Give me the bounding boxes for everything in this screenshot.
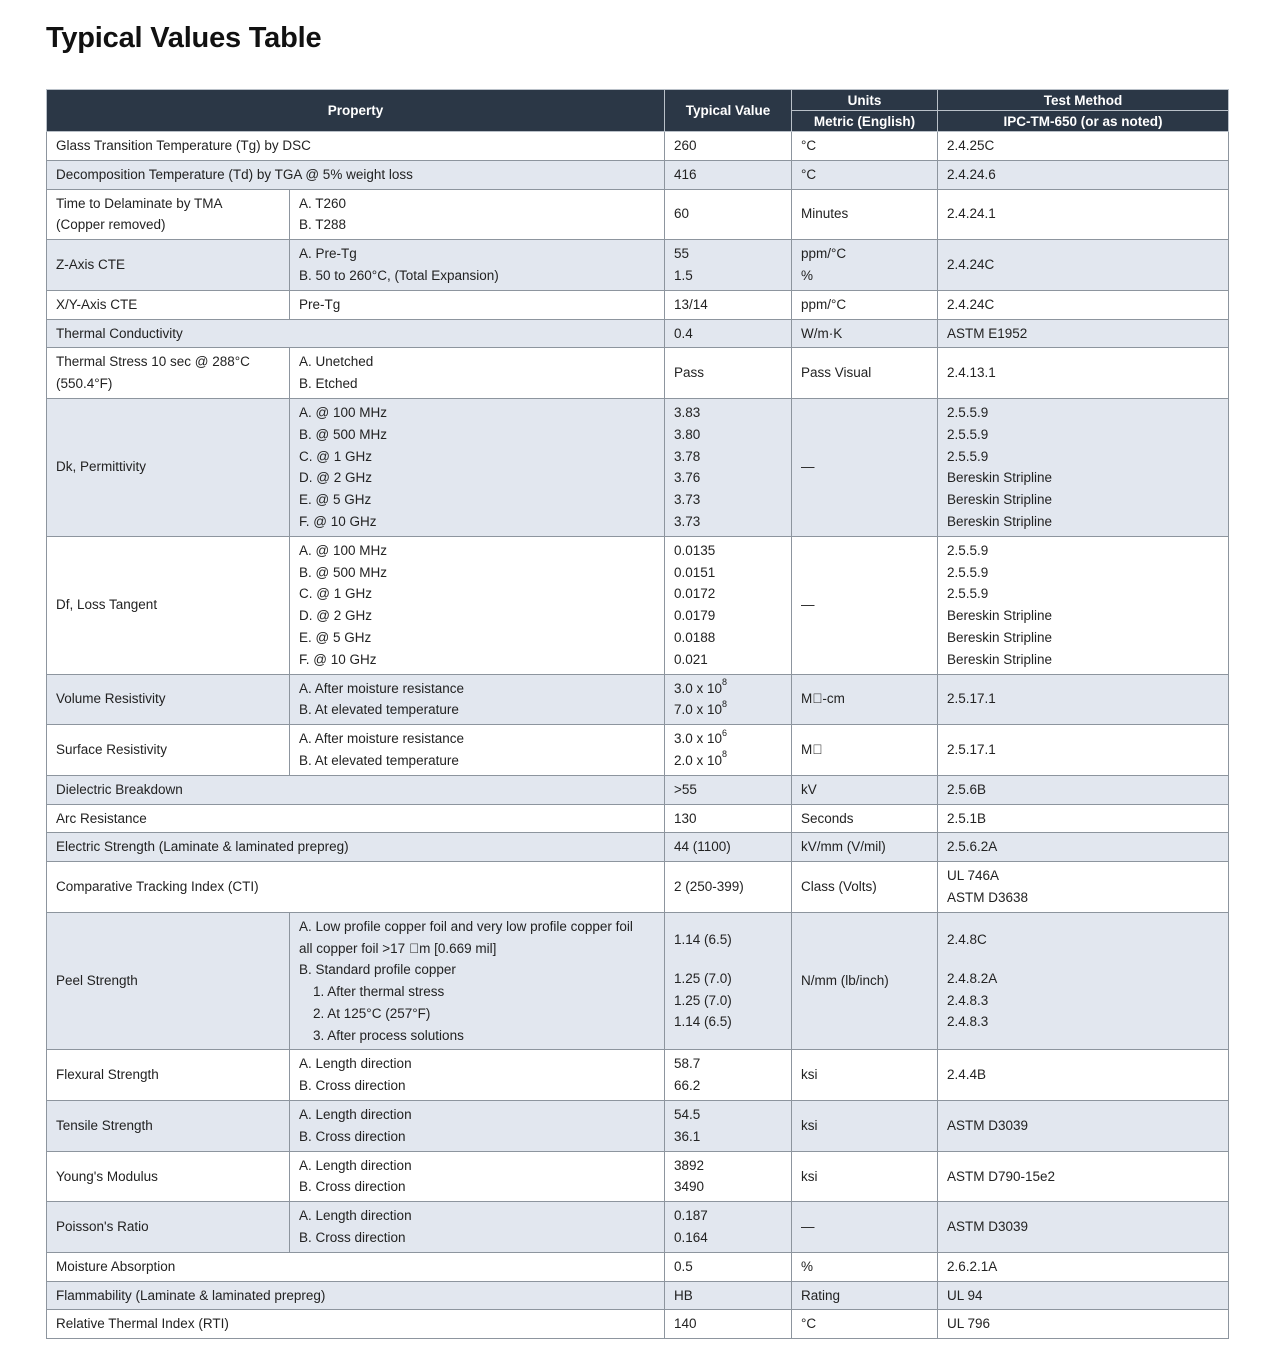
property-cell: Z-Axis CTE bbox=[47, 240, 290, 291]
property-cell bbox=[47, 348, 290, 399]
unit-cell: ppm/°C bbox=[792, 290, 938, 319]
property-cell: Poisson's Ratio bbox=[47, 1202, 290, 1253]
method-cell: 2.5.6.2A bbox=[938, 833, 1229, 862]
method-cell bbox=[938, 912, 1229, 1050]
method-cell: ASTM E1952 bbox=[938, 319, 1229, 348]
condition-line: B. Standard profile copper bbox=[299, 962, 456, 978]
table-row bbox=[47, 725, 1229, 776]
value-line bbox=[674, 699, 782, 721]
method-cell bbox=[938, 862, 1229, 913]
property-cell: Df, Loss Tangent bbox=[47, 536, 290, 674]
value-line: 3892 bbox=[674, 1157, 705, 1173]
value-line: 3.78 bbox=[674, 448, 701, 464]
property-line: (Copper removed) bbox=[56, 217, 166, 233]
method-line: Bereskin Stripline bbox=[947, 651, 1053, 667]
page-title: Typical Values Table bbox=[46, 22, 322, 54]
condition-cell bbox=[290, 1151, 665, 1202]
method-line: 2.5.5.9 bbox=[947, 426, 989, 442]
condition-line: 1. After thermal stress bbox=[313, 984, 445, 1000]
property-line: Time to Delaminate by TMA bbox=[56, 195, 223, 211]
header-test-method-sub: IPC-TM-650 (or as noted) bbox=[938, 111, 1229, 132]
condition-cell bbox=[290, 1101, 665, 1152]
value-line: 1.25 (7.0) bbox=[674, 992, 732, 1008]
condition-line: B. Cross direction bbox=[299, 1230, 406, 1246]
table-row bbox=[47, 1050, 1229, 1101]
property-cell: Relative Thermal Index (RTI) bbox=[47, 1310, 665, 1339]
table-row bbox=[47, 862, 1229, 913]
condition-line: 3. After process solutions bbox=[313, 1027, 464, 1043]
value-cell: 416 bbox=[665, 160, 792, 189]
table-row bbox=[47, 1151, 1229, 1202]
table-row bbox=[47, 833, 1229, 862]
condition-cell: Pre-Tg bbox=[290, 290, 665, 319]
unit-line: % bbox=[801, 267, 814, 283]
value-base: 3.0 x 10 bbox=[674, 680, 723, 696]
method-cell: ASTM D3039 bbox=[938, 1202, 1229, 1253]
value-cell: 0.4 bbox=[665, 319, 792, 348]
unit-cell: — bbox=[792, 536, 938, 674]
method-line: Bereskin Stripline bbox=[947, 492, 1053, 508]
unit-cell: Pass Visual bbox=[792, 348, 938, 399]
unit-cell: N/mm (lb/inch) bbox=[792, 912, 938, 1050]
condition-line: A. Length direction bbox=[299, 1107, 412, 1123]
value-cell bbox=[665, 912, 792, 1050]
value-line: 1.14 (6.5) bbox=[674, 932, 732, 947]
condition-cell bbox=[290, 189, 665, 240]
condition-line: B. At elevated temperature bbox=[299, 752, 459, 768]
unit-cell bbox=[792, 240, 938, 291]
value-cell: 130 bbox=[665, 804, 792, 833]
value-line: 0.0172 bbox=[674, 586, 716, 602]
value-line: 66.2 bbox=[674, 1078, 701, 1094]
property-cell: Volume Resistivity bbox=[47, 674, 290, 725]
method-cell: 2.5.17.1 bbox=[938, 725, 1229, 776]
value-line: 0.0151 bbox=[674, 564, 716, 580]
value-line: 3.73 bbox=[674, 492, 701, 508]
condition-cell bbox=[290, 912, 665, 1050]
unit-cell: kV/mm (V/mil) bbox=[792, 833, 938, 862]
value-base: 2.0 x 10 bbox=[674, 752, 723, 768]
header-typical-value: Typical Value bbox=[665, 90, 792, 132]
condition-line: E. @ 5 GHz bbox=[299, 629, 372, 645]
value-cell bbox=[665, 1101, 792, 1152]
value-line: 0.0179 bbox=[674, 608, 716, 624]
property-line: (550.4°F) bbox=[56, 376, 113, 392]
condition-line: 2. At 125°C (257°F) bbox=[313, 1005, 431, 1021]
method-cell bbox=[938, 398, 1229, 536]
value-line: 0.021 bbox=[674, 651, 708, 667]
unit-cell: °C bbox=[792, 160, 938, 189]
condition-line: C. @ 1 GHz bbox=[299, 586, 372, 602]
method-line: Bereskin Stripline bbox=[947, 470, 1053, 486]
value-line: 55 bbox=[674, 246, 690, 262]
property-cell: Thermal Conductivity bbox=[47, 319, 665, 348]
condition-cell bbox=[290, 1202, 665, 1253]
table-row bbox=[47, 804, 1229, 833]
property-cell: Dk, Permittivity bbox=[47, 398, 290, 536]
condition-line: A. @ 100 MHz bbox=[299, 542, 387, 558]
value-line: 0.0135 bbox=[674, 542, 716, 558]
condition-line: A. Length direction bbox=[299, 1157, 412, 1173]
condition-line: A. Pre-Tg bbox=[299, 246, 357, 262]
method-line: 2.5.5.9 bbox=[947, 586, 989, 602]
unit-cell: Seconds bbox=[792, 804, 938, 833]
condition-line: E. @ 5 GHz bbox=[299, 492, 372, 508]
method-line: 2.4.8.3 bbox=[947, 992, 989, 1008]
value-cell bbox=[665, 536, 792, 674]
method-cell: 2.5.1B bbox=[938, 804, 1229, 833]
condition-line: A. After moisture resistance bbox=[299, 731, 465, 747]
value-cell bbox=[665, 398, 792, 536]
value-line: 3.76 bbox=[674, 470, 701, 486]
method-cell: ASTM D3039 bbox=[938, 1101, 1229, 1152]
method-line: Bereskin Stripline bbox=[947, 608, 1053, 624]
value-line: 0.0188 bbox=[674, 629, 716, 645]
property-cell: Peel Strength bbox=[47, 912, 290, 1050]
value-cell bbox=[665, 674, 792, 725]
header-units: Units bbox=[792, 90, 938, 111]
table-row bbox=[47, 1281, 1229, 1310]
unit-cell: kV bbox=[792, 775, 938, 804]
method-line: 2.5.5.9 bbox=[947, 404, 989, 420]
property-cell bbox=[47, 189, 290, 240]
condition-line: B. At elevated temperature bbox=[299, 702, 459, 718]
method-line: 2.5.5.9 bbox=[947, 564, 989, 580]
property-cell: Tensile Strength bbox=[47, 1101, 290, 1152]
method-cell: UL 94 bbox=[938, 1281, 1229, 1310]
condition-cell bbox=[290, 398, 665, 536]
method-cell: 2.4.24C bbox=[938, 240, 1229, 291]
table-row bbox=[47, 160, 1229, 189]
method-line: 2.4.8.2A bbox=[947, 970, 998, 986]
unit-cell: Minutes bbox=[792, 189, 938, 240]
property-cell: Surface Resistivity bbox=[47, 725, 290, 776]
condition-line: B. 50 to 260°C, (Total Expansion) bbox=[299, 267, 499, 283]
value-cell bbox=[665, 1050, 792, 1101]
condition-line: B. Cross direction bbox=[299, 1179, 406, 1195]
condition-line: all copper foil >17  m [0.669 mil] bbox=[299, 940, 497, 956]
table-row bbox=[47, 132, 1229, 161]
value-line: 0.164 bbox=[674, 1230, 708, 1246]
condition-cell bbox=[290, 674, 665, 725]
value-cell: 260 bbox=[665, 132, 792, 161]
method-cell: 2.4.25C bbox=[938, 132, 1229, 161]
value-line: 3.80 bbox=[674, 426, 701, 442]
unit-cell: % bbox=[792, 1252, 938, 1281]
property-cell: Comparative Tracking Index (CTI) bbox=[47, 862, 665, 913]
condition-cell bbox=[290, 348, 665, 399]
method-cell: 2.5.17.1 bbox=[938, 674, 1229, 725]
condition-line: B. Cross direction bbox=[299, 1128, 406, 1144]
method-cell: 2.4.24.1 bbox=[938, 189, 1229, 240]
value-line: 1.5 bbox=[674, 267, 693, 283]
table-row bbox=[47, 775, 1229, 804]
table-row bbox=[47, 674, 1229, 725]
value-cell bbox=[665, 1151, 792, 1202]
condition-line: D. @ 2 GHz bbox=[299, 608, 372, 624]
property-cell: Arc Resistance bbox=[47, 804, 665, 833]
condition-line: C. @ 1 GHz bbox=[299, 448, 372, 464]
table-row bbox=[47, 1202, 1229, 1253]
value-exponent: 8 bbox=[722, 677, 728, 688]
method-cell: 2.4.24.6 bbox=[938, 160, 1229, 189]
value-cell: HB bbox=[665, 1281, 792, 1310]
value-exponent: 6 bbox=[722, 727, 728, 738]
method-cell: 2.6.2.1A bbox=[938, 1252, 1229, 1281]
unit-cell: M  bbox=[792, 725, 938, 776]
condition-cell bbox=[290, 536, 665, 674]
value-cell bbox=[665, 1202, 792, 1253]
property-cell: Dielectric Breakdown bbox=[47, 775, 665, 804]
value-line: 36.1 bbox=[674, 1128, 701, 1144]
table-row bbox=[47, 536, 1229, 674]
value-line: 1.14 (6.5) bbox=[674, 1014, 732, 1030]
table-row bbox=[47, 319, 1229, 348]
value-base: 7.0 x 10 bbox=[674, 702, 723, 718]
table-row bbox=[47, 348, 1229, 399]
unit-line: ppm/°C bbox=[801, 246, 847, 262]
value-line bbox=[674, 678, 782, 700]
method-line: UL 746A bbox=[947, 868, 1000, 884]
condition-cell bbox=[290, 240, 665, 291]
unit-cell: °C bbox=[792, 132, 938, 161]
property-cell: X/Y-Axis CTE bbox=[47, 290, 290, 319]
table-row bbox=[47, 1252, 1229, 1281]
condition-line: A. Unetched bbox=[299, 354, 374, 370]
unit-cell: °C bbox=[792, 1310, 938, 1339]
value-cell: 60 bbox=[665, 189, 792, 240]
value-cell: >55 bbox=[665, 775, 792, 804]
unit-cell: ksi bbox=[792, 1151, 938, 1202]
method-line: 2.5.5.9 bbox=[947, 542, 989, 558]
condition-line: A. T260 bbox=[299, 195, 347, 211]
value-line bbox=[674, 728, 782, 750]
condition-cell bbox=[290, 1050, 665, 1101]
method-cell: ASTM D790-15e2 bbox=[938, 1151, 1229, 1202]
value-cell bbox=[665, 240, 792, 291]
method-line: 2.4.8.3 bbox=[947, 1014, 989, 1030]
value-base: 3.0 x 10 bbox=[674, 731, 723, 747]
method-cell: UL 796 bbox=[938, 1310, 1229, 1339]
property-cell: Moisture Absorption bbox=[47, 1252, 665, 1281]
condition-line: A. Low profile copper foil and very low profile copper foil bbox=[299, 918, 633, 934]
property-cell: Electric Strength (Laminate & laminated prepreg) bbox=[47, 833, 665, 862]
condition-line: F. @ 10 GHz bbox=[299, 513, 377, 529]
method-line: ASTM D3638 bbox=[947, 889, 1029, 905]
property-cell: Young's Modulus bbox=[47, 1151, 290, 1202]
method-line: Bereskin Stripline bbox=[947, 513, 1053, 529]
value-line: 3.83 bbox=[674, 404, 701, 420]
unit-cell: ksi bbox=[792, 1101, 938, 1152]
value-line: 58.7 bbox=[674, 1056, 701, 1072]
table-row bbox=[47, 290, 1229, 319]
table-row bbox=[47, 398, 1229, 536]
method-cell: 2.4.13.1 bbox=[938, 348, 1229, 399]
table-row bbox=[47, 189, 1229, 240]
table-row bbox=[47, 1101, 1229, 1152]
condition-line: B. @ 500 MHz bbox=[299, 564, 387, 580]
condition-line: A. @ 100 MHz bbox=[299, 404, 387, 420]
condition-line: B. T288 bbox=[299, 217, 347, 233]
value-cell: 0.5 bbox=[665, 1252, 792, 1281]
unit-cell: — bbox=[792, 1202, 938, 1253]
method-line: Bereskin Stripline bbox=[947, 629, 1053, 645]
property-cell: Flexural Strength bbox=[47, 1050, 290, 1101]
value-cell: 13/14 bbox=[665, 290, 792, 319]
value-line: 3.73 bbox=[674, 513, 701, 529]
value-line: 54.5 bbox=[674, 1107, 701, 1123]
method-line: 2.4.8C bbox=[947, 932, 987, 947]
method-cell: 2.5.6B bbox=[938, 775, 1229, 804]
condition-line: A. After moisture resistance bbox=[299, 680, 465, 696]
header-units-sub: Metric (English) bbox=[792, 111, 938, 132]
value-line bbox=[674, 750, 782, 772]
property-line: Thermal Stress 10 sec @ 288°C bbox=[56, 354, 250, 370]
condition-line: D. @ 2 GHz bbox=[299, 470, 372, 486]
condition-line: B. @ 500 MHz bbox=[299, 426, 387, 442]
property-cell: Flammability (Laminate & laminated prepreg) bbox=[47, 1281, 665, 1310]
condition-cell bbox=[290, 725, 665, 776]
condition-line: B. Cross direction bbox=[299, 1078, 406, 1094]
method-cell: 2.4.4B bbox=[938, 1050, 1229, 1101]
value-cell: 140 bbox=[665, 1310, 792, 1339]
unit-cell: — bbox=[792, 398, 938, 536]
method-cell bbox=[938, 536, 1229, 674]
unit-cell: ksi bbox=[792, 1050, 938, 1101]
unit-cell: Rating bbox=[792, 1281, 938, 1310]
table-header bbox=[47, 90, 1229, 132]
value-exponent: 8 bbox=[722, 698, 728, 709]
value-cell: Pass bbox=[665, 348, 792, 399]
unit-cell: W/m·K bbox=[792, 319, 938, 348]
condition-line: A. Length direction bbox=[299, 1056, 412, 1072]
property-cell: Decomposition Temperature (Td) by TGA @ 5% weight loss bbox=[47, 160, 665, 189]
value-line: 1.25 (7.0) bbox=[674, 970, 732, 986]
header-property: Property bbox=[47, 90, 665, 132]
value-cell: 44 (1100) bbox=[665, 833, 792, 862]
property-cell: Glass Transition Temperature (Tg) by DSC bbox=[47, 132, 665, 161]
condition-line: A. Length direction bbox=[299, 1208, 412, 1224]
table-row bbox=[47, 912, 1229, 1050]
value-exponent: 8 bbox=[722, 749, 728, 760]
header-test-method: Test Method bbox=[938, 90, 1229, 111]
unit-cell: Class (Volts) bbox=[792, 862, 938, 913]
value-cell: 2 (250-399) bbox=[665, 862, 792, 913]
typical-values-table bbox=[46, 89, 1229, 1339]
value-cell bbox=[665, 725, 792, 776]
table-row bbox=[47, 1310, 1229, 1339]
method-line: 2.5.5.9 bbox=[947, 448, 989, 464]
condition-line: F. @ 10 GHz bbox=[299, 651, 377, 667]
value-line: 0.187 bbox=[674, 1208, 708, 1224]
method-cell: 2.4.24C bbox=[938, 290, 1229, 319]
condition-line: B. Etched bbox=[299, 376, 358, 392]
unit-cell: M -cm bbox=[792, 674, 938, 725]
table-row bbox=[47, 240, 1229, 291]
value-line: 3490 bbox=[674, 1179, 705, 1195]
